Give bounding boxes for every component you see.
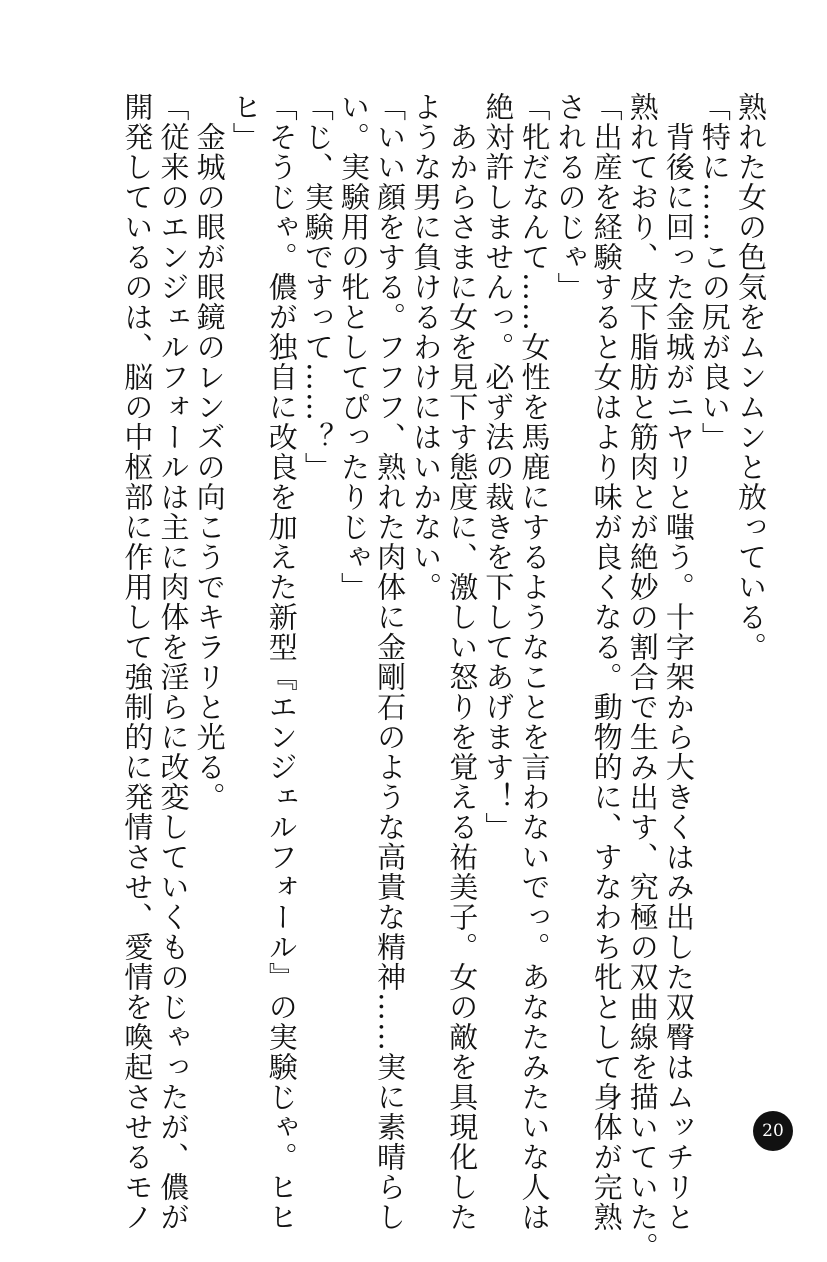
text-line: 「従来のエンジェルフォールは主に肉体を淫らに改変していくものじゃったが、儂が (156, 92, 191, 1232)
text-line: あからさまに女を見下す態度に、激しい怒りを覚える祐美子。女の敵を具現化した (445, 92, 480, 1232)
text-line: されるのじゃ」 (553, 92, 588, 302)
text-line: 「出産を経験すると女はより味が良くなる。動物的に、すなわち牝として身体が完熟 (589, 92, 624, 1232)
text-line: 「じ、実験ですって……？」 (300, 92, 335, 482)
text-line: ヒ」 (228, 92, 263, 152)
text-line: 金城の眼が眼鏡のレンズの向こうでキラリと光る。 (192, 92, 227, 812)
text-line: 「特に……この尻が良い」 (697, 92, 732, 452)
text-line: 「牝だなんて……女性を馬鹿にするようなことを言わないでっ。あなたみたいな人は (517, 92, 552, 1232)
text-line: い。実験用の牝としてぴったりじゃ」 (336, 92, 371, 602)
text-line: 熟れており、皮下脂肪と筋肉とが絶妙の割合で生み出す、究極の双曲線を描いていた。 (625, 92, 660, 1262)
page-number-badge: 20 (753, 1111, 793, 1151)
text-line: ような男に負けるわけにはいかない。 (409, 92, 444, 602)
text-line: 「そうじゃ。儂が独自に改良を加えた新型『エンジェルフォール』の実験じゃ。ヒヒ (264, 92, 299, 1232)
text-line: 開発しているのは、脳の中枢部に作用して強制的に発情させ、愛情を喚起させるモノ (120, 92, 155, 1232)
text-line: 絶対許しませんっ。必ず法の裁きを下してあげます！」 (481, 92, 516, 842)
vertical-text-body (49, 92, 769, 1262)
text-line: 熟れた女の色気をムンムンと放っている。 (734, 92, 768, 662)
text-line: 背後に回った金城がニヤリと嗤う。十字架から大きくはみ出した双臀はムッチリと (661, 92, 696, 1232)
text-line: 「いい顔をする。フフフ、熟れた肉体に金剛石のような高貴な精神……実に素晴らし (373, 92, 408, 1232)
